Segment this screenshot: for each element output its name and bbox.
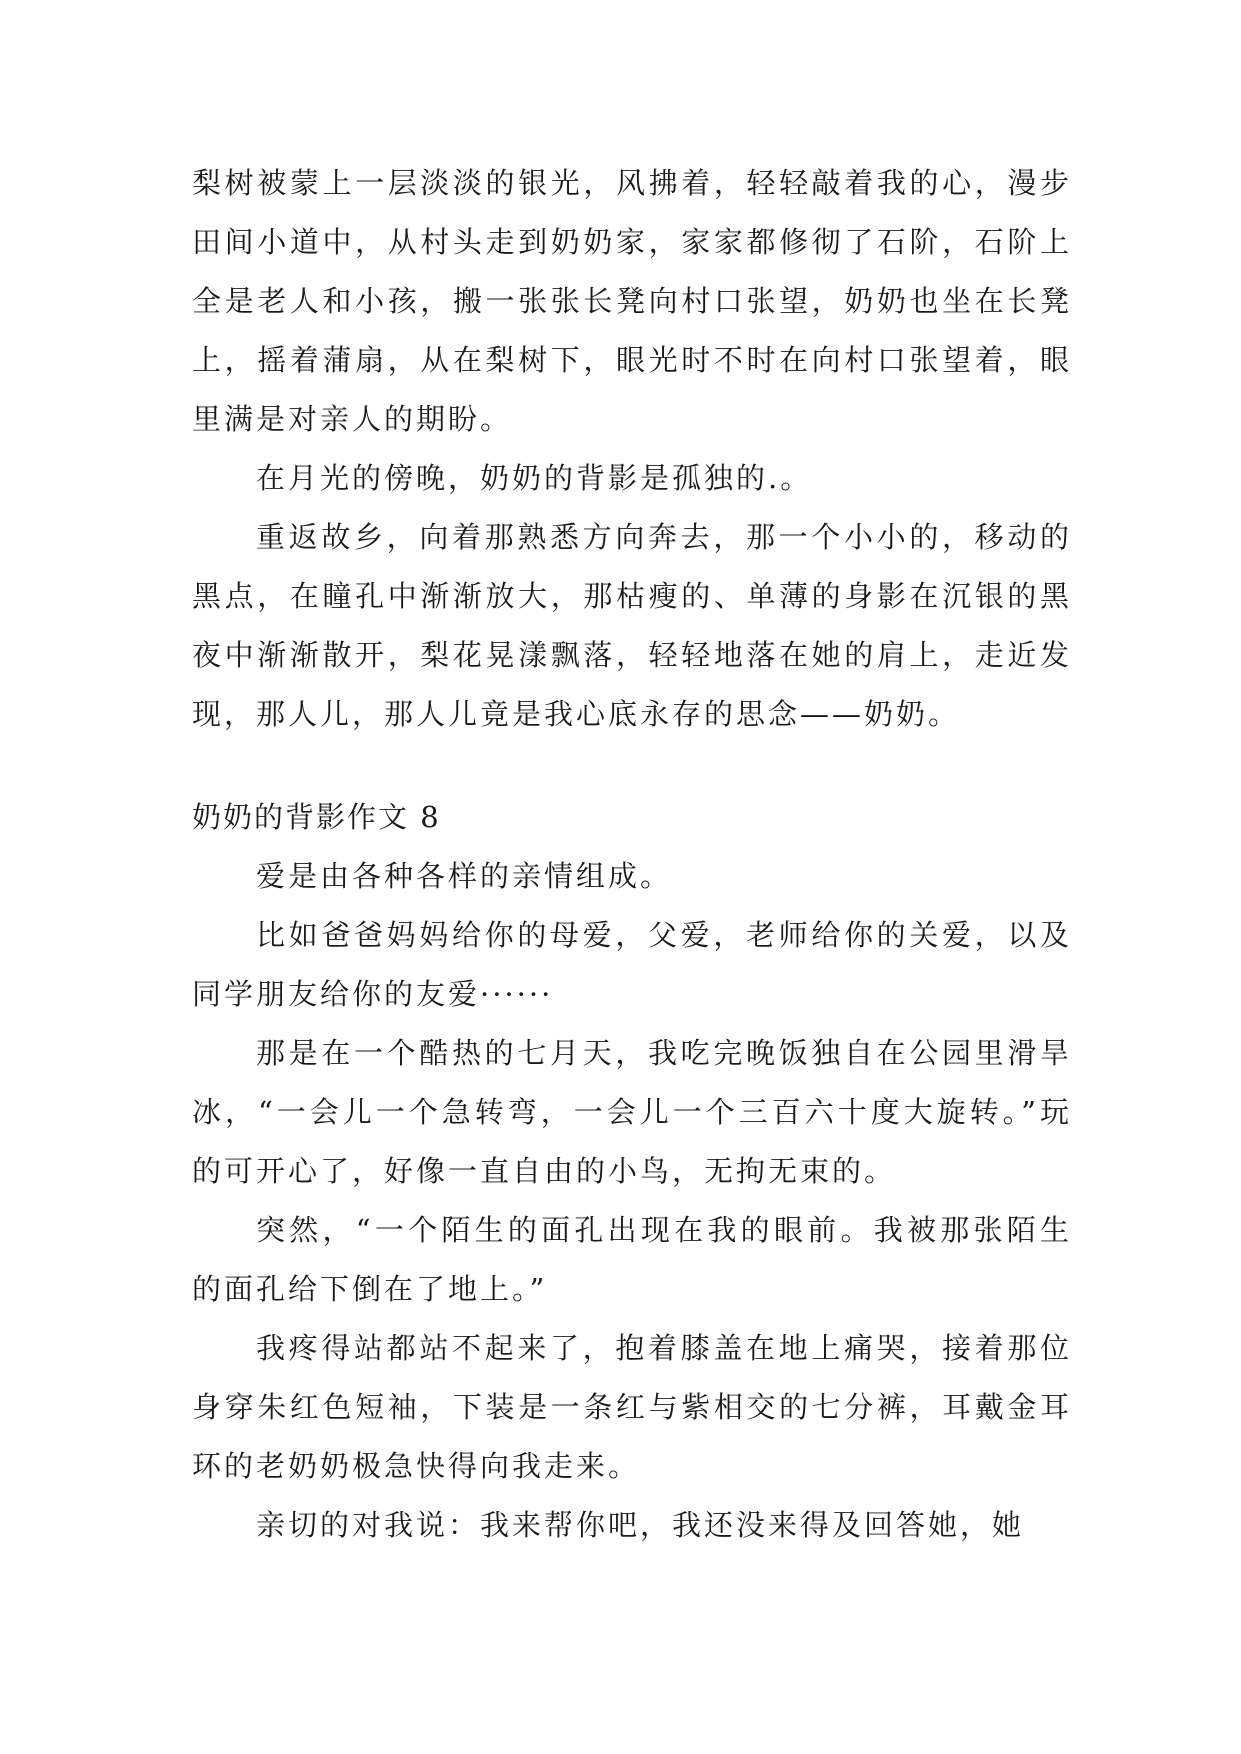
paragraph-continuation: 梨树被蒙上一层淡淡的银光，风拂着，轻轻敲着我的心，漫步田间小道中，从村头走到奶奶家，家家都修彻了石阶，石阶上全是老人和小孩，搬一张张长凳向村口张望，奶奶也坐在长凳上，摇着蒲扇，从在梨树下，眼光时不时在向村口张望着，眼里满是对亲人的期盼。 — [192, 166, 1072, 436]
section-title: 奶奶的背影作文 8 — [192, 800, 441, 834]
paragraph: 重返故乡，向着那熟悉方向奔去，那一个小小的，移动的黑点，在瞳孔中渐渐放大，那枯瘦的、单薄的身影在沉银的黑夜中渐渐散开，梨花晃漾飘落，轻轻地落在她的肩上，走近发现，那人儿，那人儿竟是我心底永存的思念——奶奶。 — [192, 520, 1072, 731]
paragraph: 比如爸爸妈妈给你的母爱，父爱，老师给你的关爱，以及同学朋友给你的友爱······ — [192, 918, 1072, 1011]
paragraph: 亲切的对我说：我来帮你吧，我还没来得及回答她，她 — [256, 1508, 1025, 1542]
paragraph: 在月光的傍晚，奶奶的背影是孤独的.。 — [256, 461, 813, 495]
paragraph: 突然，“一个陌生的面孔出现在我的眼前。我被那张陌生的面孔给下倒在了地上。” — [192, 1213, 1072, 1306]
document-page — [192, 154, 1072, 1555]
paragraph: 那是在一个酷热的七月天，我吃完晚饭独自在公园里滑旱冰，“一会儿一个急转弯，一会儿一个三百六十度大旋转。”玩的可开心了，好像一直自由的小鸟，无拘无束的。 — [192, 1036, 1072, 1188]
paragraph: 我疼得站都站不起来了，抱着膝盖在地上痛哭，接着那位身穿朱红色短袖，下装是一条红与紫相交的七分裤，耳戴金耳环的老奶奶极急快得向我走来。 — [192, 1331, 1072, 1483]
paragraph: 爱是由各种各样的亲情组成。 — [256, 859, 673, 893]
